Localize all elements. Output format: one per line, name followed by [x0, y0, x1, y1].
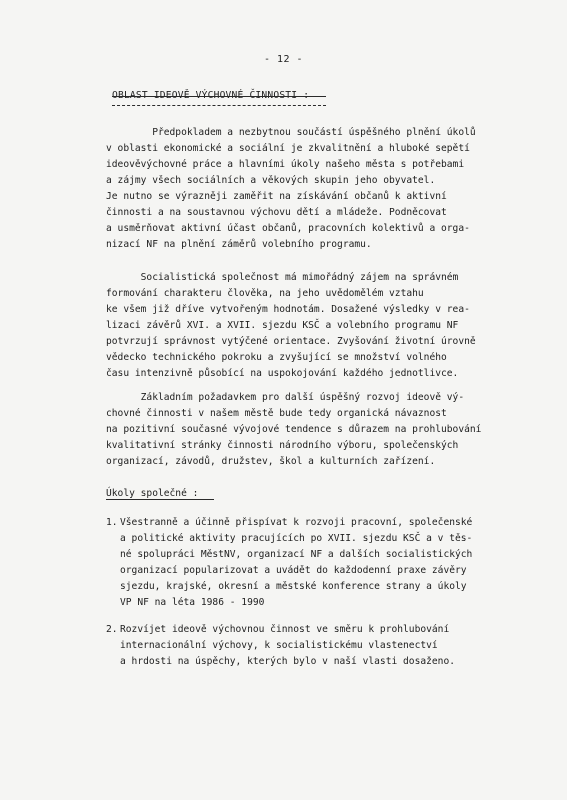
paragraph-line: chovné činnosti v našem městě bude tedy organická návaznost — [106, 408, 447, 419]
section-title-dashed-rule — [112, 105, 326, 106]
section-title: OBLAST IDEOVĚ VÝCHOVNÉ ČINNOSTI : — [112, 90, 310, 101]
list-item-number: 1. — [106, 517, 118, 528]
paragraph-line: Základním požadavkem pro další úspěšný rozvoj ideově vý- — [106, 392, 465, 403]
list-item-line: né spolupráci MěstNV, organizací NF a dalších socialistických — [120, 549, 473, 560]
paragraph-line: činnosti a na soustavnou výchovu dětí a mládeže. Podněcovat — [106, 207, 447, 218]
paragraph-line: kvalitativní stránky činnosti národního výboru, společenských — [106, 440, 459, 451]
paragraph-line: lizaci závěrů XVI. a XVII. sjezdu KSČ a volebního programu NF — [106, 320, 459, 331]
paragraph-line: formování charakteru člověka, na jeho uvědomělém vztahu — [106, 288, 424, 299]
paragraph-3 — [106, 390, 530, 470]
paragraph-line: na pozitivní současné vývojové tendence s důrazem na prohlubování — [106, 424, 482, 435]
list-item-number: 2. — [106, 624, 118, 635]
paragraph-line: času intenzivně působící na uspokojování každého jednotlivce. — [106, 368, 459, 379]
list-item-line: Rozvíjet ideově výchovnou činnost ve směru k prohlubování — [120, 624, 450, 635]
paragraph-line: a usměrňovat aktivní účast občanů, pracovních kolektivů a orga- — [106, 223, 470, 234]
paragraph-1 — [106, 125, 530, 253]
paragraph-line: organizací, závodů, družstev, škol a kulturních zařízení. — [106, 456, 436, 467]
paragraph-line: v oblasti ekonomické a sociální je zkvalitnění a hluboké sepětí — [106, 143, 470, 154]
list-item-body — [120, 515, 536, 611]
page-number: - 12 - — [263, 54, 304, 65]
list-item-line: organizací popularizovat a uvádět do každodenní praxe závěry — [120, 565, 467, 576]
paragraph-line: Předpokladem a nezbytnou součástí úspěšného plnění úkolů — [106, 127, 476, 138]
list-item-line: VP NF na léta 1986 - 1990 — [120, 597, 265, 608]
list-item-line: sjezdu, krajské, okresní a městské konference strany a úkoly — [120, 581, 467, 592]
paragraph-line: nizací NF na plnění záměrů volebního programu. — [106, 239, 372, 250]
list-item-line: a politické aktivity pracujících po XVII. sjezdu KSČ a v těs- — [120, 533, 473, 544]
subheading: Úkoly společné : — [106, 488, 199, 499]
list-item-body — [120, 622, 536, 670]
paragraph-line: Socialistická společnost má mimořádný zájem na správném — [106, 272, 459, 283]
list-item-line: internacionální výchovy, k socialistickému vlastenectví — [120, 640, 438, 651]
paragraph-line: vědecko technického pokroku a zvyšující se množství volného — [106, 352, 447, 363]
paragraph-line: ideověvýchovné práce a hlavními úkoly našeho města s potřebami — [106, 159, 465, 170]
section-title-underline — [112, 96, 326, 97]
paragraph-line: potvrzují správnost vytýčené orientace. Zvyšování životní úrovně — [106, 336, 476, 347]
paragraph-line: ke všem již dříve vytvořeným hodnotám. Dosažené výsledky v rea- — [106, 304, 470, 315]
paragraph-line: Je nutno se výrazněji zaměřit na získávání občanů k aktivní — [106, 191, 447, 202]
list-item-line: Všestranně a účinně přispívat k rozvoji pracovní, společenské — [120, 517, 473, 528]
paragraph-2 — [106, 270, 530, 382]
list-item-line: a hrdosti na úspěchy, kterých bylo v naší vlasti dosaženo. — [120, 656, 456, 667]
paragraph-line: a zájmy všech sociálních a věkových skupin jeho obyvatel. — [106, 175, 436, 186]
subheading-underline — [106, 499, 214, 500]
